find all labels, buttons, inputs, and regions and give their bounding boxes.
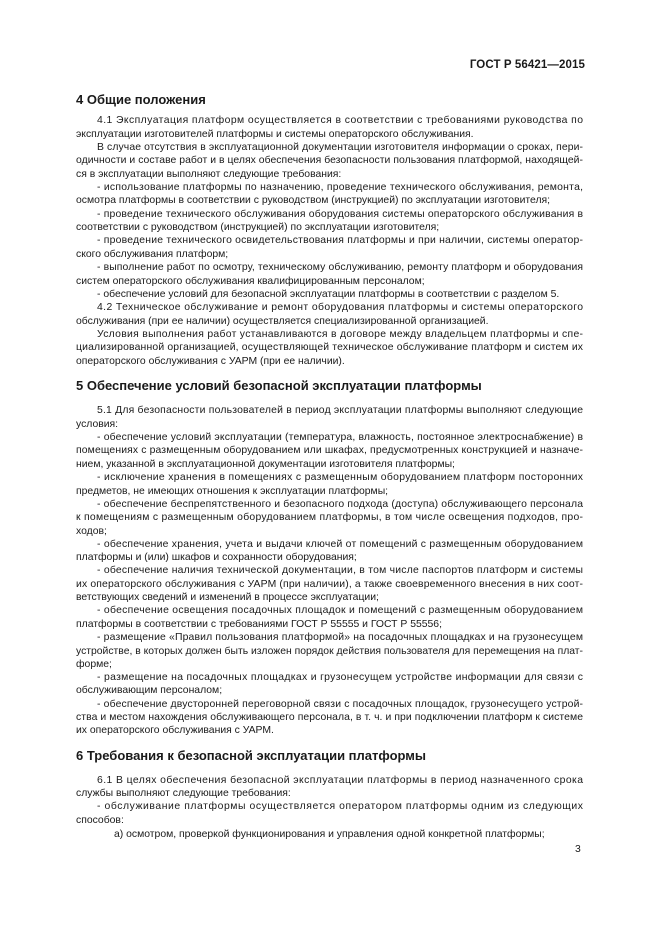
text-line: - обеспечение освещения посадочных площадок и помещений с размещенным оборудованием (97, 605, 583, 616)
text-line: - обеспечение хранения, учета и выдачи ключей от помещений с размещенным оборудованием (97, 539, 583, 550)
text-line: обслуживающим персоналом; (76, 685, 223, 696)
text-line: соответствии с руководством (инструкцией) по эксплуатации изготовителя; (76, 222, 440, 233)
standard-header: ГОСТ Р 56421—2015 (469, 59, 585, 71)
text-line: - проведение технического освидетельствования платформы и при наличии, системы оператор- (97, 235, 583, 246)
page-number: 3 (575, 844, 581, 855)
text-line: - обеспечение условий эксплуатации (температура, влажность, постоянное электроснабжение) в (97, 432, 583, 443)
text-line: способов: (76, 815, 124, 826)
text-line: обслуживания (при ее наличии) осуществляется специализированной организацией. (76, 316, 489, 327)
text-line: циализированной организацией, осуществляющей техническое обслуживание платформ и систем их (76, 342, 583, 353)
text-line: - обеспечение беспрепятственного и безопасного подхода (доступа) обслуживающего персонала (97, 499, 583, 510)
text-line: их операторского обслуживания с УАРМ. (76, 725, 274, 736)
text-line: ства и местом нахождения обслуживающего персонала, в т. ч. и при подключении платформ к системе (76, 712, 583, 723)
text-line: ветствующих сведений и изменений в процессе эксплуатации; (76, 592, 379, 603)
text-line: - проведение технического обслуживания оборудования системы операторского обслуживания в (97, 209, 583, 220)
text-line: их операторского обслуживания с УАРМ (при наличии), а также своевременного внесения в них соот- (76, 579, 583, 590)
text-line: 4.1 Эксплуатация платформ осуществляется в соответствии с требованиями руководства по (97, 115, 583, 126)
text-line: помещениях с размещенным оборудованием или шкафах, предусмотренных конструкцией и назначе- (76, 445, 583, 456)
text-line: В случае отсутствия в эксплуатационной документации изготовителя информации о сроках, пери- (97, 142, 583, 153)
text-line: устройстве, в которых должен быть изложен порядок действия пользователя для перемещения на плат- (76, 646, 584, 657)
text-line: ся в эксплуатации выполняют следующие требования: (76, 169, 342, 180)
text-line: операторского обслуживания с УАРМ (при ее наличии). (76, 356, 345, 367)
text-line: платформы в соответствии с требованиями ГОСТ Р 55555 и ГОСТ Р 55556; (76, 619, 442, 630)
text-line: нием, указанной в эксплуатационной документации изготовителя платформы; (76, 459, 455, 470)
text-line: эксплуатации изготовителей платформы и системы операторского обслуживания. (76, 129, 474, 140)
text-line: условия: (76, 419, 119, 430)
text-line: к помещениям с размещенным оборудованием платформы, в том числе освещения подходов, про- (76, 512, 583, 523)
text-line: Условия выполнения работ устанавливаются в договоре между владельцем платформы и спе- (97, 329, 583, 340)
text-line: 6.1 В целях обеспечения безопасной эксплуатации платформы в период назначенного срока (97, 775, 583, 786)
text-line: - обеспечение наличия технической документации, в том числе паспортов платформ и системы (97, 565, 583, 576)
text-line: службы выполняют следующие требования: (76, 788, 291, 799)
text-line: - использование платформы по назначению, проведение технического обслуживания, ремонта, (97, 182, 583, 193)
text-line: платформы и (или) шкафов и сохранности оборудования; (76, 552, 357, 563)
section-heading-6: 6 Требования к безопасной эксплуатации платформы (76, 748, 427, 763)
text-line: - исключение хранения в помещениях с размещенным оборудованием платформ посторонних (97, 472, 583, 483)
text-line: - выполнение работ по осмотру, техническому обслуживанию, ремонту платформ и оборудования (97, 262, 583, 273)
text-line: а) осмотром, проверкой функционирования и управления одной конкретной платформы; (114, 829, 545, 840)
section-heading-5: 5 Обеспечение условий безопасной эксплуатации платформы (76, 378, 482, 393)
text-line: 5.1 Для безопасности пользователей в период эксплуатации платформы выполняют следующие (97, 405, 583, 416)
text-line: осмотра платформы в соответствии с руководством (инструкцией) по эксплуатации изготовителя; (76, 195, 551, 206)
text-line: ходов; (76, 526, 107, 537)
text-line: систем операторского обслуживания квалифицированным персоналом; (76, 276, 425, 287)
text-line: предметов, не имеющих отношения к эксплуатации платформы; (76, 486, 389, 497)
text-line: - размещение на посадочных площадках и грузонесущем устройстве информации для связи с (97, 672, 583, 683)
text-line: одичности и составе работ и в целях обеспечения безопасности пользования платформой, находящей- (76, 155, 583, 166)
text-line: - размещение «Правил пользования платформой» на посадочных площадках и на грузонесущем (97, 632, 583, 643)
text-line: - обеспечение условий для безопасной эксплуатации платформы в соответствии с разделом 5. (97, 289, 560, 300)
section-heading-4: 4 Общие положения (76, 92, 206, 107)
text-line: ского обслуживания платформ; (76, 249, 229, 260)
text-line: - обеспечение двусторонней переговорной связи с посадочных площадок, грузонесущего устрой- (97, 699, 583, 710)
text-line: 4.2 Техническое обслуживание и ремонт оборудования платформы и системы операторского (97, 302, 583, 313)
text-line: форме; (76, 659, 112, 670)
text-line: - обслуживание платформы осуществляется оператором платформы одним из следующих (97, 801, 583, 812)
